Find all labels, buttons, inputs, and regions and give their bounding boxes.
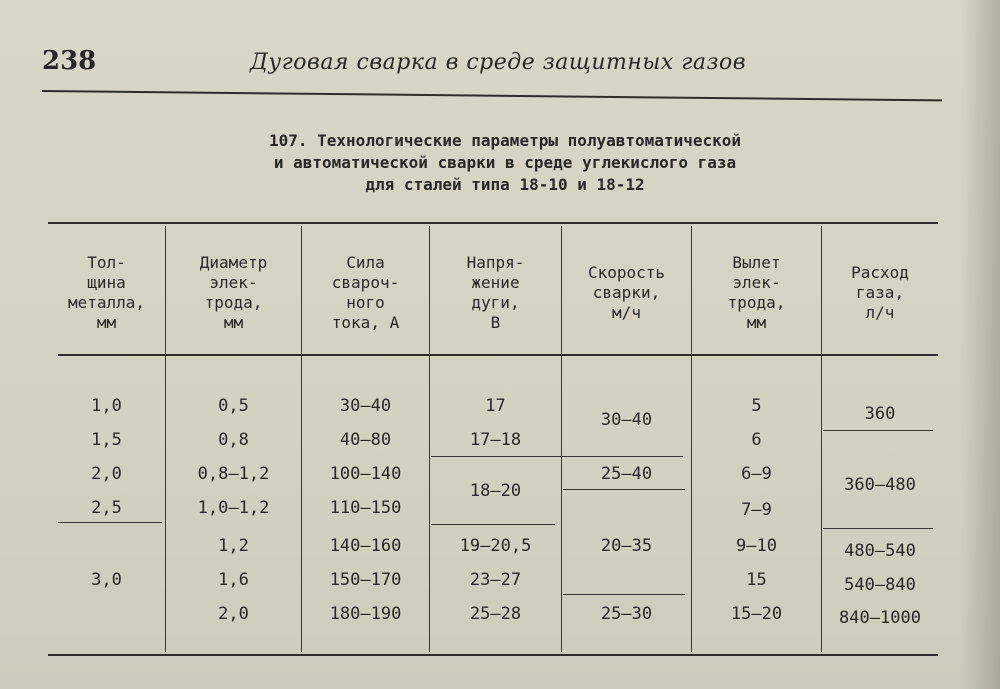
parameters-table	[48, 222, 938, 658]
page-edge-shadow	[960, 0, 1000, 689]
voltage-cell: 17	[485, 396, 506, 416]
voltage-group-separator	[431, 456, 683, 457]
diameter-cell: 1,2	[218, 536, 249, 556]
voltage-cell: 23—27	[469, 570, 522, 590]
current-cell: 30—40	[339, 396, 392, 416]
stickout-cell: 6—9	[741, 464, 772, 484]
thickness-cell: 2,5	[91, 498, 122, 518]
thickness-cell: 3,0	[91, 570, 122, 590]
current-cell: 150—170	[329, 570, 402, 590]
stickout-cell: 15	[746, 570, 767, 590]
header-thickness: Тол- щина металла, мм	[67, 253, 146, 332]
table-bottom-border	[48, 654, 938, 656]
header-rule	[42, 90, 942, 101]
header-diameter: Диаметр элек- трода, мм	[199, 253, 268, 332]
current-cell: 40—80	[339, 430, 392, 450]
gas-flow-cell: 360—480	[844, 475, 916, 495]
diameter-cell: 2,0	[218, 604, 249, 624]
current-cell: 180—190	[329, 604, 402, 624]
current-cell: 110—150	[329, 498, 402, 518]
gas-flow-cell: 360	[864, 404, 896, 424]
diameter-cell: 0,5	[218, 396, 249, 416]
thickness-group-separator	[58, 522, 162, 523]
header-current: Сила свароч- ного тока, А	[331, 253, 400, 332]
header-voltage: Напря- жение дуги, В	[466, 253, 525, 332]
current-cell: 140—160	[329, 536, 402, 556]
table-caption	[185, 130, 825, 196]
diameter-cell: 0,8	[218, 430, 249, 450]
stickout-cell: 15—20	[730, 604, 783, 624]
speed-group-separator	[563, 594, 685, 595]
diameter-cell: 1,6	[218, 570, 249, 590]
voltage-cell: 17—18	[469, 430, 522, 450]
table-top-border	[48, 222, 938, 224]
running-head: Дуговая сварка в среде защитных газов	[250, 50, 747, 75]
voltage-group-separator	[431, 524, 555, 525]
speed-cell: 20—35	[600, 536, 653, 556]
thickness-cell: 1,5	[91, 430, 122, 450]
header-gas-flow: Расход газа, л/ч	[851, 263, 909, 322]
gas-flow-cell: 840—1000	[839, 608, 921, 628]
speed-cell: 25—40	[600, 464, 653, 484]
gas-flow-cell: 480—540	[844, 541, 916, 561]
caption-line-3: для сталей типа 18-10 и 18-12	[365, 175, 645, 194]
thickness-cell: 2,0	[91, 464, 122, 484]
caption-line-1: 107. Технологические параметры полуавтоматической	[268, 131, 741, 150]
gas-flow-cell: 540—840	[844, 575, 916, 595]
speed-cell: 30—40	[600, 410, 653, 430]
stickout-cell: 7—9	[741, 500, 772, 520]
voltage-cell: 18—20	[469, 481, 522, 501]
gas-group-separator	[823, 528, 933, 529]
stickout-cell: 6	[751, 430, 762, 450]
page-number: 238	[42, 46, 97, 76]
voltage-cell: 25—28	[469, 604, 522, 624]
speed-group-separator	[563, 489, 685, 490]
diameter-cell: 1,0—1,2	[197, 498, 270, 518]
thickness-cell: 1,0	[91, 396, 122, 416]
header-speed: Скорость сварки, м/ч	[587, 263, 666, 322]
speed-cell: 25—30	[600, 604, 653, 624]
voltage-cell: 19—20,5	[459, 536, 532, 556]
gas-group-separator	[823, 430, 933, 431]
header-stickout: Вылет элек- трода, мм	[727, 253, 786, 332]
caption-line-2: и автоматической сварки в среде углекислого газа	[273, 153, 737, 172]
stickout-cell: 5	[751, 396, 762, 416]
stickout-cell: 9—10	[736, 536, 777, 556]
current-cell: 100—140	[329, 464, 402, 484]
diameter-cell: 0,8—1,2	[197, 464, 270, 484]
